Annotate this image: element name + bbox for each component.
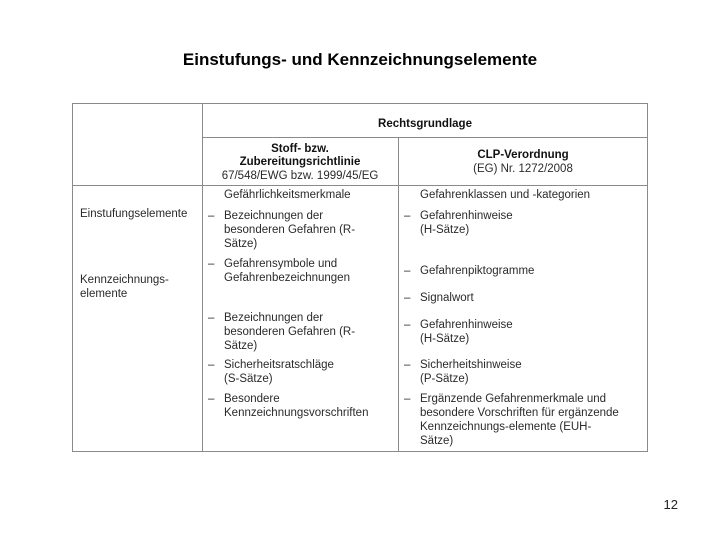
col2-item-6-line4: Sätze)	[420, 435, 454, 447]
col1-item-5-line2: Kennzeichnungsvorschriften	[224, 407, 369, 419]
col1-item-2-line1: Gefahrensymbole und	[224, 258, 338, 270]
dash-bullet: –	[404, 210, 411, 222]
dash-bullet: –	[208, 258, 215, 270]
table-left-border	[72, 103, 73, 452]
col2-subheader: (EG) Nr. 1272/2008	[473, 163, 573, 175]
subheader-rule	[72, 185, 648, 186]
col1-item-5-line1: Besondere	[224, 393, 280, 405]
dash-bullet: –	[208, 393, 215, 405]
col1-header-line1: Stoff- bzw.	[271, 143, 329, 155]
row-label-kennzeichnung-line1: Kennzeichnungs-	[80, 274, 169, 286]
col2-item-5-line2: (P-Sätze)	[420, 373, 469, 385]
row-label-kennzeichnung-line2: elemente	[80, 288, 128, 300]
col2-item-1-line1: Gefahrenhinweise	[420, 210, 513, 222]
row-label-einstufung: Einstufungselemente	[80, 208, 188, 220]
col2-item-4-line1: Gefahrenhinweise	[420, 319, 513, 331]
col1-item-3-line1: Bezeichnungen der	[224, 312, 324, 324]
col1-item-4-line1: Sicherheitsratschläge	[224, 359, 334, 371]
col2-item-6-line3: Kennzeichnungs-elemente (EUH-	[420, 421, 592, 433]
col2-item-4-line2: (H-Sätze)	[420, 333, 470, 345]
dash-bullet: –	[404, 393, 411, 405]
col1-item-4-line2: (S-Sätze)	[224, 373, 273, 385]
comparison-table	[72, 103, 648, 452]
col1-item-3-line2: besonderen Gefahren (R-	[224, 326, 356, 338]
dash-bullet: –	[208, 210, 215, 222]
col1-item-3-line3: Sätze)	[224, 340, 258, 352]
col1-topic: Gefährlichkeitsmerkmale	[224, 189, 351, 201]
page-number: 12	[663, 497, 678, 512]
col2-item-6-line1: Ergänzende Gefahrenmerkmale und	[420, 393, 607, 405]
dash-bullet: –	[404, 359, 411, 371]
col1-header-line2: Zubereitungsrichtlinie	[239, 156, 361, 168]
dash-bullet: –	[208, 312, 215, 324]
header-rechtsgrundlage: Rechtsgrundlage	[378, 118, 472, 130]
col1-item-1-line3: Sätze)	[224, 238, 258, 250]
col1-item-2-line2: Gefahrenbezeichnungen	[224, 272, 350, 284]
slide-title: Einstufungs- und Kennzeichnungselemente	[182, 50, 538, 69]
col2-item-5-line1: Sicherheitshinweise	[420, 359, 522, 371]
col2-topic: Gefahrenklassen und -kategorien	[420, 189, 591, 201]
dash-bullet: –	[404, 265, 411, 277]
col1-subheader: 67/548/EWG bzw. 1999/45/EG	[221, 170, 379, 182]
col1-item-1-line1: Bezeichnungen der	[224, 210, 324, 222]
dash-bullet: –	[404, 319, 411, 331]
col2-item-6-line2: besondere Vorschriften für ergänzende	[420, 407, 619, 419]
header-rule	[202, 137, 648, 138]
dash-bullet: –	[208, 359, 215, 371]
col2-header: CLP-Verordnung	[477, 149, 569, 161]
col2-item-3-line1: Signalwort	[420, 292, 474, 304]
col2-item-2-line1: Gefahrenpiktogramme	[420, 265, 535, 277]
table-top-border	[72, 103, 648, 104]
table-bottom-border	[72, 451, 648, 452]
dash-bullet: –	[404, 292, 411, 304]
col2-item-1-line2: (H-Sätze)	[420, 224, 470, 236]
col1-item-1-line2: besonderen Gefahren (R-	[224, 224, 356, 236]
